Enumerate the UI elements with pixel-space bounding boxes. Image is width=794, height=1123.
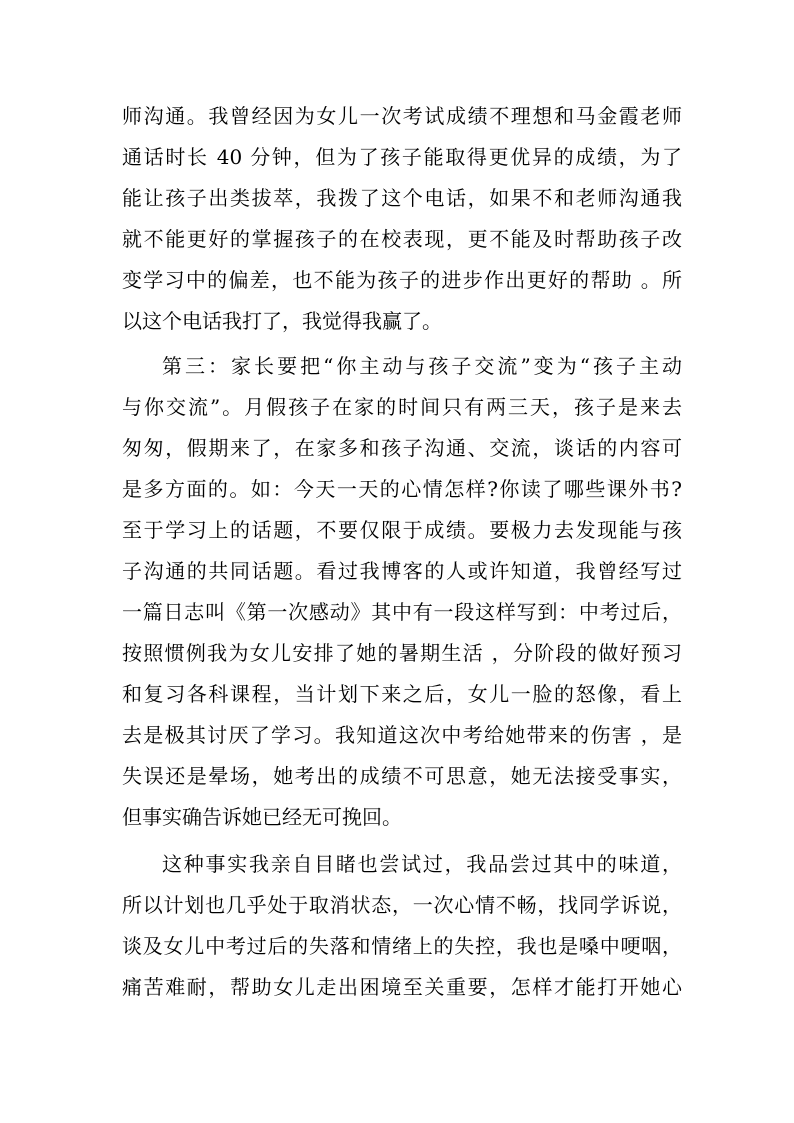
text-line: 就不能更好的掌握孩子的在校表现，更不能及时帮助孩子改 (122, 227, 682, 251)
text-line: 变学习中的偏差，也不能为孩子的进步作出更好的帮助 。所 (122, 268, 682, 292)
paragraph-first-line: 这种事实我亲自目睹也尝试过，我品尝过其中的味道， (162, 852, 682, 876)
paragraph-first-line: 第三：家长要把“你主动与孩子交流”变为“孩子主动 (162, 354, 682, 378)
text-line: 师沟通。我曾经因为女儿一次考试成绩不理想和马金霞老师 (122, 104, 682, 128)
text-line: 以这个电话我打了，我觉得我赢了。 (122, 309, 442, 333)
text-line: 子沟通的共同话题。看过我博客的人或许知道，我曾经写过 (122, 559, 682, 583)
text-line: 但事实确告诉她已经无可挽回。 (122, 805, 402, 829)
text-line: 通话时长 40 分钟，但为了孩子能取得更优异的成绩，为了 (122, 145, 682, 169)
text-line: 痛苦难耐，帮助女儿走出困境至关重要，怎样才能打开她心 (122, 975, 682, 999)
text-line: 一篇日志叫《第一次感动》其中有一段这样写到：中考过后， (122, 600, 682, 624)
text-line: 去是极其讨厌了学习。我知道这次中考给她带来的伤害 ，是 (122, 723, 682, 747)
text-line: 匆匆，假期来了，在家多和孩子沟通、交流，谈话的内容可 (122, 436, 682, 460)
text-line: 能让孩子出类拔萃，我拨了这个电话，如果不和老师沟通我 (122, 186, 682, 210)
text-line: 按照惯例我为女儿安排了她的暑期生活 ，分阶段的做好预习 (122, 641, 682, 665)
text-line: 所以计划也几乎处于取消状态，一次心情不畅，找同学诉说， (122, 893, 682, 917)
text-line: 与你交流”。月假孩子在家的时间只有两三天，孩子是来去 (122, 395, 682, 419)
text-line: 失误还是晕场，她考出的成绩不可思意，她无法接受事实， (122, 764, 682, 788)
text-line: 至于学习上的话题，不要仅限于成绩。要极力去发现能与孩 (122, 518, 682, 542)
text-line: 谈及女儿中考过后的失落和情绪上的失控，我也是嗓中哽咽， (122, 934, 682, 958)
text-line: 和复习各科课程，当计划下来之后，女儿一脸的怒像，看上 (122, 682, 682, 706)
text-line: 是多方面的。如：今天一天的心情怎样?你读了哪些课外书? (122, 477, 682, 501)
